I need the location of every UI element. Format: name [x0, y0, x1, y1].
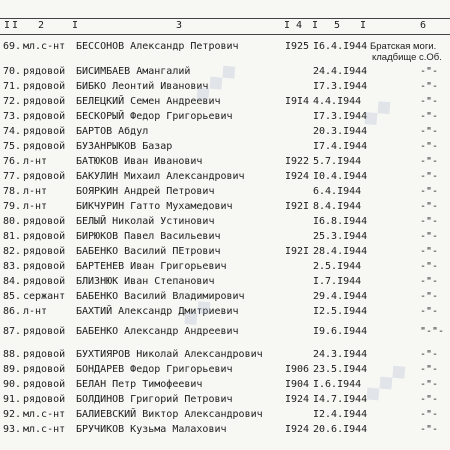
row-number: 88.: [3, 349, 22, 360]
row-rank: рядовой: [23, 126, 66, 137]
row-rank: рядовой: [23, 246, 66, 257]
row-number: 74.: [3, 126, 22, 137]
row-name: БЕЛЕЦКИЙ Семен Андреевич: [76, 96, 221, 107]
row-death-date: I7.3.I944: [313, 81, 368, 92]
row-number: 90.: [3, 379, 22, 390]
row-death-date: I6.8.I944: [313, 216, 368, 227]
table-row-continuation: [0, 51, 450, 65]
row-ditto: -"-: [420, 66, 439, 77]
row-death-date: I2.5.I944: [313, 306, 368, 317]
row-ditto: -"-: [420, 276, 439, 287]
watermark-stamp: ◆◆: [175, 292, 218, 333]
row-name: БАРТЕНЕВ Иван Григорьевич: [76, 261, 227, 272]
row-death-date: 24.4.I944: [313, 66, 368, 77]
row-name: БОЯРКИН Андрей Петрович: [76, 186, 215, 197]
row-rank: рядовой: [23, 141, 66, 152]
row-birth-year: I92I: [285, 201, 310, 212]
row-name: БУХТИЯРОВ Николай Александрович: [76, 349, 263, 360]
row-number: 85.: [3, 291, 22, 302]
row-ditto: -"-: [420, 171, 439, 182]
table-row: [0, 325, 450, 339]
row-number: 93.: [3, 424, 22, 435]
row-number: 83.: [3, 261, 22, 272]
row-name: БИСИМБАЕВ Амангалий: [76, 66, 191, 77]
row-rank: мл.с-нт: [23, 41, 66, 52]
row-burial-place: Братская моги.: [370, 41, 437, 52]
row-death-date: 6.4.I944: [313, 186, 362, 197]
header-col4-mark: I: [284, 20, 291, 31]
row-birth-year: I904: [285, 379, 310, 390]
row-name: БАЛИЕВСКИЙ Виктор Александрович: [76, 409, 263, 420]
row-rank: рядовой: [23, 216, 66, 227]
row-name: БАБЕНКО Василий ПЕтрович: [76, 246, 221, 257]
row-rank: сержант: [23, 291, 66, 302]
row-birth-year: I924: [285, 424, 310, 435]
row-death-date: I6.4.I944: [313, 41, 368, 52]
row-death-date: I9.6.I944: [313, 326, 368, 337]
row-rank: рядовой: [23, 111, 66, 122]
row-ditto: -"-: [420, 409, 439, 420]
row-birth-year: I924: [285, 171, 310, 182]
row-number: 82.: [3, 246, 22, 257]
row-rank: рядовой: [23, 81, 66, 92]
row-ditto: -"-: [420, 306, 439, 317]
row-rank: рядовой: [23, 96, 66, 107]
row-rank: л-нт: [23, 201, 48, 212]
row-death-date: 28.4.I944: [313, 246, 368, 257]
row-number: 89.: [3, 364, 22, 375]
row-name: БЛИЗНЮК Иван Степанович: [76, 276, 215, 287]
table-row: [0, 110, 450, 124]
row-ditto: -"-: [420, 156, 439, 167]
row-ditto: -"-: [420, 126, 439, 137]
row-death-date: 20.3.I944: [313, 126, 368, 137]
header-col5-mark: I: [312, 20, 319, 31]
row-ditto: -"-: [420, 349, 439, 360]
row-death-date: I7.3.I944: [313, 111, 368, 122]
row-ditto: -"-: [420, 201, 439, 212]
row-number: 70.: [3, 66, 22, 77]
table-row: [0, 275, 450, 289]
table-row: [0, 393, 450, 407]
row-rank: мл.с-нт: [23, 424, 66, 435]
row-name: БОЛДИНОВ Григорий Петрович: [76, 394, 233, 405]
row-death-date: 24.3.I944: [313, 349, 368, 360]
row-number: 78.: [3, 186, 22, 197]
row-birth-year: I924: [285, 394, 310, 405]
row-rank: л-нт: [23, 186, 48, 197]
row-name: БАБЕНКО Василий Владимирович: [76, 291, 245, 302]
row-rank: рядовой: [23, 276, 66, 287]
row-name: БАТЮКОВ Иван Иванович: [76, 156, 203, 167]
header-col2-num: 2: [38, 20, 45, 31]
row-rank: рядовой: [23, 231, 66, 242]
row-name: БЕЛЫЙ Николай Устинович: [76, 216, 215, 227]
table-row: [0, 245, 450, 259]
row-name: БЕСКОРЫЙ Федор Григорьевич: [76, 111, 233, 122]
row-ditto: -"-: [420, 231, 439, 242]
row-number: 84.: [3, 276, 22, 287]
row-name: БАКУЛИН Михаил Александрович: [76, 171, 245, 182]
row-death-date: I4.7.I944: [313, 394, 368, 405]
table-row: [0, 155, 450, 169]
row-birth-year: I922: [285, 156, 310, 167]
row-number: 75.: [3, 141, 22, 152]
row-number: 77.: [3, 171, 22, 182]
row-number: 69.: [3, 41, 22, 52]
watermark-stamp: ◆◆: [355, 92, 398, 133]
row-name: БАБЕНКО Александр Андреевич: [76, 326, 239, 337]
row-rank: рядовой: [23, 326, 66, 337]
row-death-date: I0.4.I944: [313, 171, 368, 182]
row-name: БРУЧИКОВ Кузьма Малахович: [76, 424, 227, 435]
row-death-date: I2.4.I944: [313, 409, 368, 420]
row-death-date: 5.7.I944: [313, 156, 362, 167]
row-death-date: 8.4.I944: [313, 201, 362, 212]
header-col1-mark: I: [4, 20, 11, 31]
row-ditto: -"-: [420, 216, 439, 227]
table-row: [0, 305, 450, 319]
table-row: [0, 65, 450, 79]
row-name: БОНДАРЕВ Федор Григорьевич: [76, 364, 233, 375]
header-col4-num: 4: [296, 20, 303, 31]
watermark-stamp: ◆◆◆: [357, 356, 413, 409]
row-birth-year: I925: [285, 41, 310, 52]
table-row: [0, 260, 450, 274]
row-death-date: 29.4.I944: [313, 291, 368, 302]
row-number: 81.: [3, 231, 22, 242]
row-rank: мл.с-нт: [23, 409, 66, 420]
row-ditto: -"-: [420, 141, 439, 152]
header-col1-num: I: [12, 20, 19, 31]
row-name: БЕССОНОВ Александр Петрович: [76, 41, 239, 52]
row-rank: рядовой: [23, 394, 66, 405]
row-name: БИБКО Леонтий Иванович: [76, 81, 209, 92]
table-row: [0, 95, 450, 109]
row-birth-year: I92I: [285, 246, 310, 257]
row-name: БЕЛАН Петр Тимофеевич: [76, 379, 203, 390]
row-death-date: 23.5.I944: [313, 364, 368, 375]
row-ditto: -"-: [420, 291, 439, 302]
table-row: [0, 290, 450, 304]
header-bottom-rule: [0, 34, 450, 35]
table-header: [0, 18, 450, 34]
table-row: [0, 170, 450, 184]
row-ditto: -"-: [420, 424, 439, 435]
row-death-date: I.6.I944: [313, 379, 362, 390]
row-death-date: I.7.I944: [313, 276, 362, 287]
table-row: [0, 423, 450, 437]
table-row: [0, 348, 450, 362]
row-birth-year: I906: [285, 364, 310, 375]
row-birth-year: I9I4: [285, 96, 310, 107]
row-ditto: -"-: [420, 379, 439, 390]
table-row: [0, 80, 450, 94]
row-ditto: -"-: [420, 364, 439, 375]
row-name: БИРЮКОВ Павел Васильевич: [76, 231, 221, 242]
row-rank: рядовой: [23, 66, 66, 77]
row-ditto: "-"-: [420, 326, 445, 337]
row-rank: рядовой: [23, 171, 66, 182]
row-rank: л-нт: [23, 306, 48, 317]
row-number: 86.: [3, 306, 22, 317]
row-rank: рядовой: [23, 261, 66, 272]
table-row: [0, 125, 450, 139]
header-col6-num: 6: [420, 20, 427, 31]
table-row: [0, 215, 450, 229]
row-name: БАРТОВ Абдул: [76, 126, 149, 137]
table-row: [0, 378, 450, 392]
row-name: БАХТИЙ Александр Дмитриевич: [76, 306, 239, 317]
table-row: [0, 140, 450, 154]
watermark-stamp: ◆◆◆: [187, 56, 243, 109]
header-col5-num: 5: [334, 20, 341, 31]
row-death-date: 25.3.I944: [313, 231, 368, 242]
row-ditto: -"-: [420, 186, 439, 197]
row-number: 92.: [3, 409, 22, 420]
row-number: 87.: [3, 326, 22, 337]
row-number: 76.: [3, 156, 22, 167]
row-number: 79.: [3, 201, 22, 212]
row-ditto: -"-: [420, 81, 439, 92]
row-rank: рядовой: [23, 379, 66, 390]
row-death-date: 20.6.I944: [313, 424, 368, 435]
row-ditto: -"-: [420, 111, 439, 122]
row-death-date: I7.4.I944: [313, 141, 368, 152]
row-name: БУЗАНРЫКОВ Базар: [76, 141, 173, 152]
row-rank: рядовой: [23, 349, 66, 360]
row-rank: рядовой: [23, 364, 66, 375]
row-death-date: 4.4.I944: [313, 96, 362, 107]
table-row: [0, 408, 450, 422]
row-ditto: -"-: [420, 394, 439, 405]
row-number: 80.: [3, 216, 22, 227]
row-number: 72.: [3, 96, 22, 107]
row-ditto: -"-: [420, 246, 439, 257]
header-col3-num: 3: [176, 20, 183, 31]
row-death-date: 2.5.I944: [313, 261, 362, 272]
header-col5-mark2: I: [360, 20, 367, 31]
row-ditto: -"-: [420, 96, 439, 107]
row-burial-place-line2: кладбище с.Об.: [372, 52, 442, 63]
table-row: [0, 185, 450, 199]
row-rank: л-нт: [23, 156, 48, 167]
header-col2-mark: I: [72, 20, 79, 31]
table-row: [0, 363, 450, 377]
table-row: [0, 230, 450, 244]
table-row: [0, 200, 450, 214]
row-name: БИКЧУРИН Гатто Мухамедович: [76, 201, 233, 212]
row-ditto: -"-: [420, 261, 439, 272]
row-number: 73.: [3, 111, 22, 122]
row-number: 71.: [3, 81, 22, 92]
row-number: 91.: [3, 394, 22, 405]
